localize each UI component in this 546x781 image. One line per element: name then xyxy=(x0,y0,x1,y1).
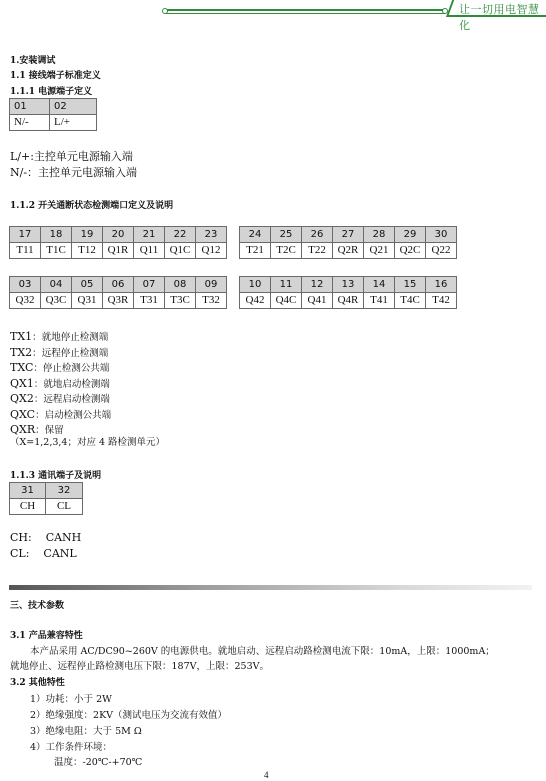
table-header-cell: 20 xyxy=(103,227,134,243)
table-cell: T3C xyxy=(165,293,196,309)
table-header-cell: 31 xyxy=(10,483,46,499)
table-cell: Q32 xyxy=(10,293,41,309)
definition-row: QXR：保留 xyxy=(10,423,64,436)
table-cell: Q11 xyxy=(134,243,165,259)
table-cell: Q21 xyxy=(364,243,395,259)
spec-item: 3）绝缘电阻：大于 5M Ω xyxy=(30,726,142,737)
table-header-cell: 26 xyxy=(302,227,333,243)
subsection-title: 1.1.2 开关通断状态检测端口定义及说明 xyxy=(10,201,174,211)
table-header-cell: 09 xyxy=(196,277,227,293)
table-header-cell: 14 xyxy=(364,277,395,293)
subsection-title: 1.1.1 电源端子定义 xyxy=(10,87,93,97)
header-slogan: 让一切用电智慧化 xyxy=(459,3,540,32)
table-cell: T21 xyxy=(240,243,271,259)
table-header-cell: 06 xyxy=(103,277,134,293)
table-cell: Q22 xyxy=(426,243,457,259)
table-header-cell: 02 xyxy=(50,99,97,115)
power-note: L/+:主控单元电源输入端 xyxy=(10,150,133,163)
spec-subitem: 温度：-20℃-+70℃ xyxy=(54,757,143,768)
definition-row: TXC：停止检测公共端 xyxy=(10,361,110,374)
table-header-cell: 23 xyxy=(196,227,227,243)
table-header-cell: 15 xyxy=(395,277,426,293)
table-header-cell: 11 xyxy=(271,277,302,293)
table-cell: Q2R xyxy=(333,243,364,259)
table-cell: T2C xyxy=(271,243,302,259)
table-cell: Q1C xyxy=(165,243,196,259)
table-header-cell: 01 xyxy=(10,99,50,115)
power-terminal-table xyxy=(9,98,97,131)
table-header-cell: 12 xyxy=(302,277,333,293)
subsection-title: 1.1.3 通讯端子及说明 xyxy=(10,471,102,481)
table-cell: Q31 xyxy=(72,293,103,309)
port-definitions xyxy=(10,325,165,449)
table-header-cell: 21 xyxy=(134,227,165,243)
table-header-cell: 22 xyxy=(165,227,196,243)
subsection-title: 1.1 接线端子标准定义 xyxy=(10,71,101,81)
table-cell: T4C xyxy=(395,293,426,309)
table-header-cell: 04 xyxy=(41,277,72,293)
section-title: 1.安装调试 xyxy=(10,56,56,66)
table-header-cell: 19 xyxy=(72,227,103,243)
definition-row: QX1：就地启动检测端 xyxy=(10,376,110,390)
paragraph-line: 本产品采用 AC/DC90~260V 的电源供电。就地启动、远程启动路检测电流下限：10mA，上限：1000mA； xyxy=(30,646,495,657)
table-cell: N/- xyxy=(10,115,50,131)
definition-row: QX2：远程启动检测端 xyxy=(10,392,110,405)
table-header-cell: 18 xyxy=(41,227,72,243)
power-note: N/-：主控单元电源输入端 xyxy=(10,166,138,179)
subsection-title: 3.1 产品兼容特性 xyxy=(10,631,83,641)
table-cell: Q4R xyxy=(333,293,364,309)
comm-note: CL: CANL xyxy=(10,547,77,560)
table-header-cell: 16 xyxy=(426,277,457,293)
table-header-cell: 32 xyxy=(46,483,83,499)
header-rule xyxy=(166,9,445,11)
table-header-cell: 24 xyxy=(240,227,271,243)
paragraph-line: 就地停止、远程停止路检测电压下限：187V，上限：253V。 xyxy=(10,661,269,672)
table-cell: T1C xyxy=(41,243,72,259)
table-cell: Q3C xyxy=(41,293,72,309)
table-header-cell: 08 xyxy=(165,277,196,293)
switch-port-table-d xyxy=(239,276,457,309)
table-cell: Q4C xyxy=(271,293,302,309)
table-header-cell: 28 xyxy=(364,227,395,243)
table-cell: Q2C xyxy=(395,243,426,259)
table-cell: Q12 xyxy=(196,243,227,259)
header-rule-thin xyxy=(166,13,445,14)
definition-row: TX1：就地停止检测端 xyxy=(10,330,109,343)
table-cell: T42 xyxy=(426,293,457,309)
switch-port-table-c xyxy=(9,276,227,309)
table-header-cell: 17 xyxy=(10,227,41,243)
table-cell: T22 xyxy=(302,243,333,259)
table-cell: T12 xyxy=(72,243,103,259)
section-title: 三、技术参数 xyxy=(10,601,65,611)
spec-item: 1）功耗：小于 2W xyxy=(30,694,112,705)
comm-note: CH: CANH xyxy=(10,531,82,544)
table-header-cell: 27 xyxy=(333,227,364,243)
table-header-cell: 07 xyxy=(134,277,165,293)
table-cell: T31 xyxy=(134,293,165,309)
table-cell: Q41 xyxy=(302,293,333,309)
switch-port-table-a xyxy=(9,226,227,259)
table-cell: Q3R xyxy=(103,293,134,309)
definition-row: QXC：启动检测公共端 xyxy=(10,407,112,421)
table-cell: CH xyxy=(10,499,46,515)
table-header-cell: 10 xyxy=(240,277,271,293)
table-cell: CL xyxy=(46,499,83,515)
table-header-cell: 03 xyxy=(10,277,41,293)
definition-note: （X=1,2,3,4；对应 4 路检测单元） xyxy=(10,436,166,448)
subsection-title: 3.2 其他特性 xyxy=(10,678,65,688)
table-cell: L/+ xyxy=(50,115,97,131)
table-header-cell: 30 xyxy=(426,227,457,243)
table-cell: T11 xyxy=(10,243,41,259)
table-cell: T41 xyxy=(364,293,395,309)
table-cell: Q42 xyxy=(240,293,271,309)
table-header-cell: 25 xyxy=(271,227,302,243)
comm-terminal-table xyxy=(9,482,83,515)
table-header-cell: 13 xyxy=(333,277,364,293)
spec-item: 2）绝缘强度：2KV（测试电压为交流有效值） xyxy=(30,710,228,721)
table-header-cell: 05 xyxy=(72,277,103,293)
switch-port-table-b xyxy=(239,226,457,259)
spec-item: 4）工作条件环境： xyxy=(30,742,113,753)
header-dot-left xyxy=(162,8,168,14)
table-header-cell: 29 xyxy=(395,227,426,243)
table-cell: Q1R xyxy=(103,243,134,259)
section-divider xyxy=(9,585,532,590)
definition-row: TX2：远程停止检测端 xyxy=(10,345,109,359)
page-number: 4 xyxy=(264,770,269,780)
table-cell: T32 xyxy=(196,293,227,309)
